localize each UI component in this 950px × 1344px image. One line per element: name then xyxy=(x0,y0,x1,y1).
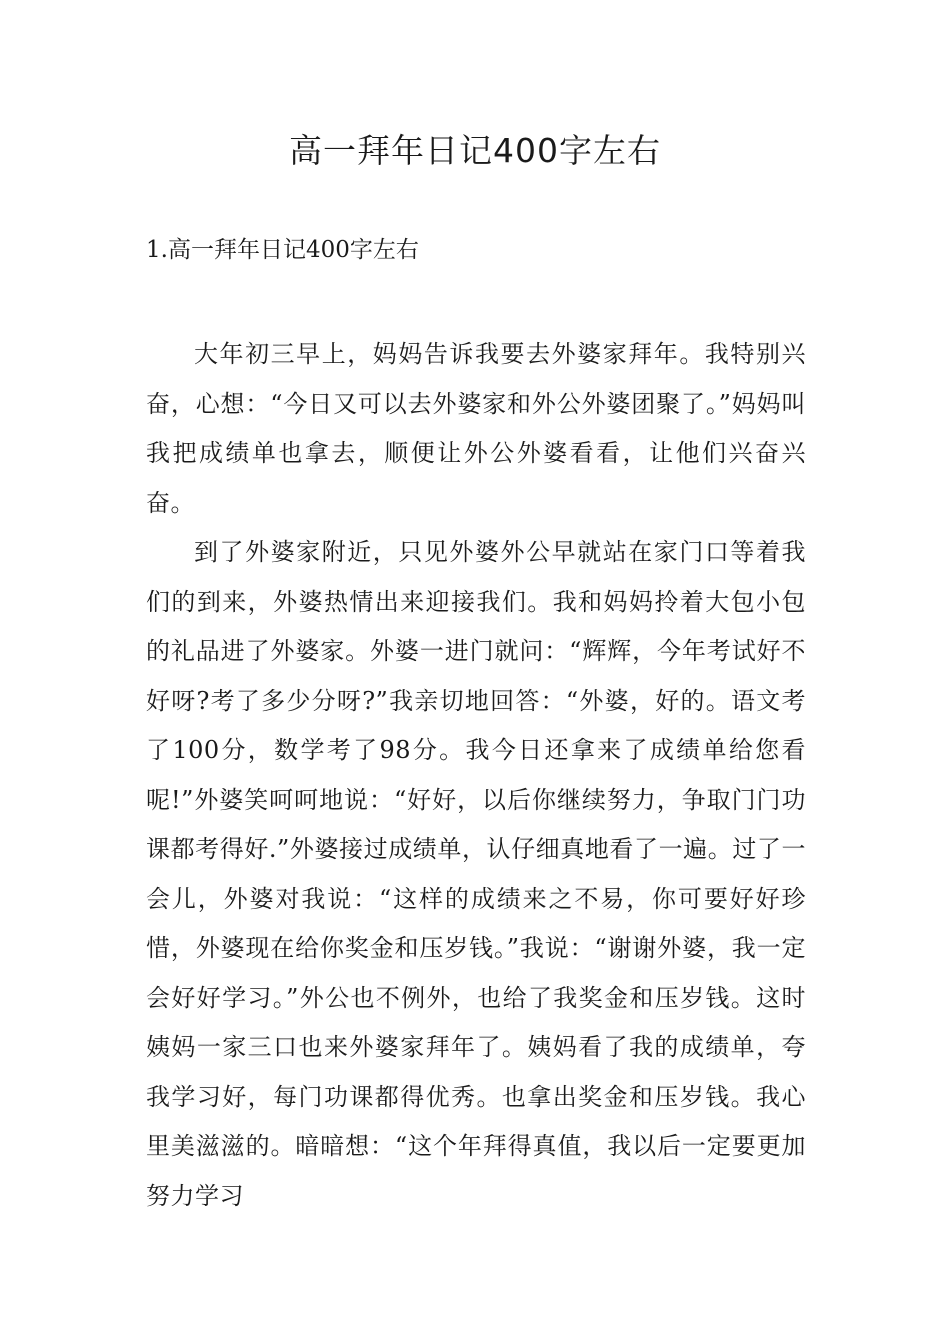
document-body xyxy=(146,330,806,1221)
document-title: 高一拜年日记400字左右 xyxy=(289,131,661,170)
paragraph-2: 到了外婆家附近，只见外婆外公早就站在家门口等着我们的到来，外婆热情出来迎接我们。我和妈妈拎着大包小包的礼品进了外婆家。外婆一进门就问：“辉辉，今年考试好不好呀?考了多少分呀?”我亲切地回答：“外婆，好的。语文考了100分，数学考了98分。我今日还拿来了成绩单给您看呢!”外婆笑呵呵地说：“好好，以后你继续努力，争取门门功课都考得好.”外婆接过成绩单，认仔细真地看了一遍。过了一会儿，外婆对我说：“这样的成绩来之不易，你可要好好珍惜，外婆现在给你奖金和压岁钱。”我说：“谢谢外婆，我一定会好好学习。”外公也不例外，也给了我奖金和压岁钱。这时姨妈一家三口也来外婆家拜年了。姨妈看了我的成绩单，夸我学习好，每门功课都得优秀。也拿出奖金和压岁钱。我心里美滋滋的。暗暗想：“这个年拜得真值，我以后一定要更加努力学习 xyxy=(146,538,806,1210)
section-heading: 1.高一拜年日记400字左右 xyxy=(146,237,419,263)
paragraph-1: 大年初三早上，妈妈告诉我要去外婆家拜年。我特别兴奋，心想：“今日又可以去外婆家和外公外婆团聚了。”妈妈叫我把成绩单也拿去，顺便让外公外婆看看，让他们兴奋兴奋。 xyxy=(146,340,806,517)
